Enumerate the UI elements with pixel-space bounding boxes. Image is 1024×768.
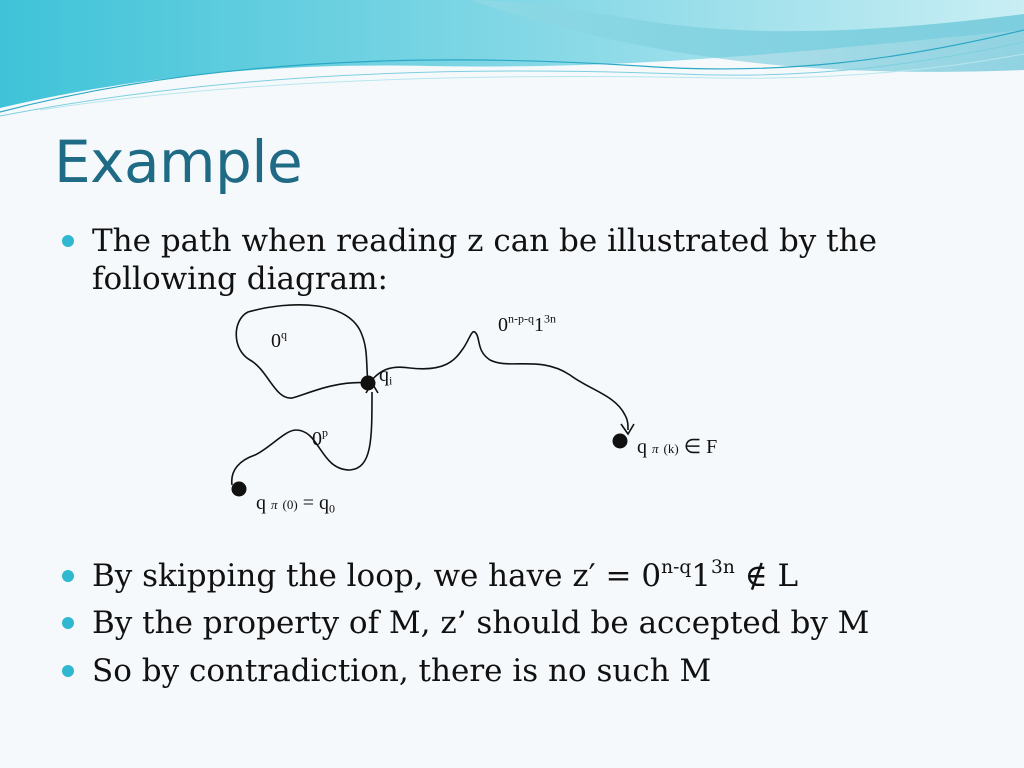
loop-path xyxy=(236,305,368,398)
bullet-dot-icon xyxy=(62,617,74,629)
qi-state-node xyxy=(361,376,376,391)
bullet-dot-icon xyxy=(62,665,74,677)
segment-p-label: 0$^p$ xyxy=(312,425,328,450)
start-state-node xyxy=(232,482,247,497)
bullet-dot-icon xyxy=(62,570,74,582)
qi-label: $q_i$ xyxy=(379,364,393,388)
bullet-text: By skipping the loop, we have $z' = 0^{n-q}1^{3n}$ ∉ L xyxy=(92,556,799,594)
loop-label: 0$^q$ xyxy=(271,327,287,352)
bullet-text: By the property of M, z’ should be accepted by M xyxy=(92,605,870,641)
start-state-label: q π $(0) = q_0$ xyxy=(256,492,335,516)
bullet-text: The path when reading z can be illustrated by the following diagram: xyxy=(92,223,877,297)
slide-title: Example xyxy=(54,128,303,196)
final-state-label: q π (k) ∈ F xyxy=(637,436,718,458)
segment-rest-label: $0^{n-p-q}1^{3n}$ xyxy=(498,311,556,336)
segment-p-path xyxy=(232,392,372,485)
segment-rest-path xyxy=(370,332,628,430)
final-state-node xyxy=(613,434,628,449)
bullet-text: So by contradiction, there is no such M xyxy=(92,653,712,689)
